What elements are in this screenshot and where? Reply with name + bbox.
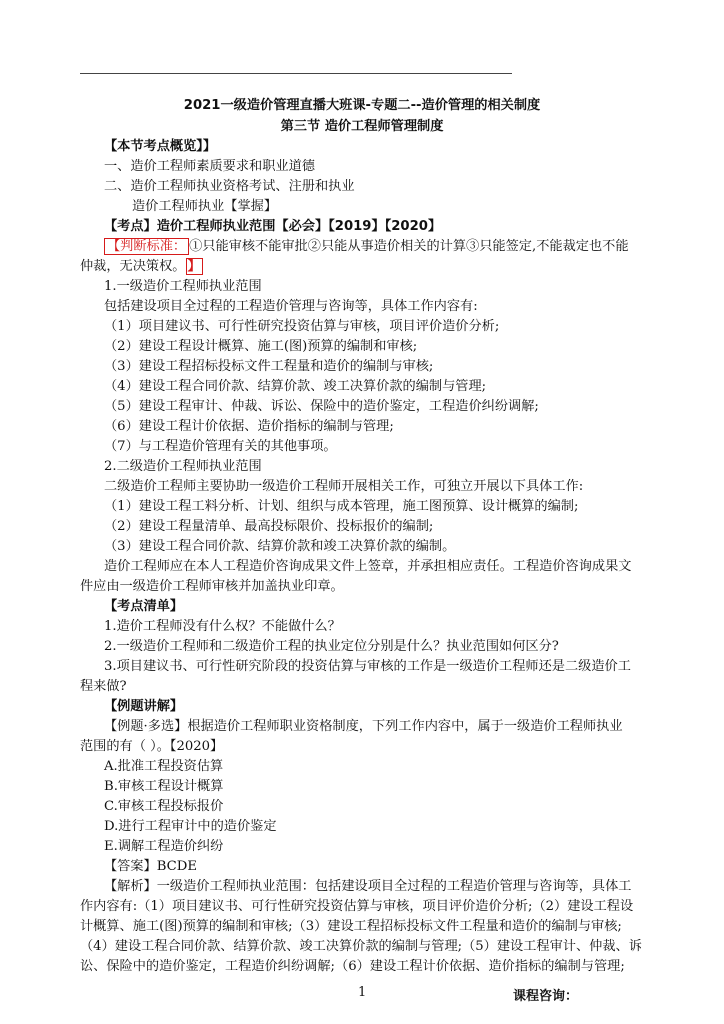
criteria-line-2 [80, 258, 203, 276]
example-analysis: 【解析】一级造价工程师执业范围：包括建设项目全过程的工程造价管理与咨询等，具体工 [104, 879, 632, 894]
checklist-heading: 【考点清单】 [104, 599, 184, 614]
checklist-question: 1.造价工程师没有什么权？不能做什么？ [104, 619, 341, 634]
criteria-text-2: 仲裁，无决策权。 [80, 259, 186, 274]
level1-item: （6）建设工程计价依据、造价指标的编制与管理; [104, 419, 394, 434]
criteria-label: 【判断标准： [104, 238, 189, 255]
level2-intro: 二级造价工程师主要协助一级造价工程师开展相关工作，可独立开展以下具体工作: [104, 479, 584, 494]
example-stem-cont: 范围的有（ ）。【2020】 [80, 739, 224, 754]
example-analysis: 讼、保险中的造价鉴定，工程造价纠纷调解;（6）建设工程计价依据、造价指标的编制与管理; [80, 959, 625, 974]
checklist-question: 3.项目建议书、可行性研究阶段的投资估算与审核的工作是一级造价工程师还是二级造价工 [104, 659, 631, 674]
example-analysis: 作内容有:（1）项目建议书、可行性研究投资估算与审核，项目评价造价分析;（2）建设工程设 [80, 899, 634, 914]
example-answer: 【答案】BCDE [104, 859, 197, 874]
checklist-question-cont: 程来做? [80, 679, 127, 694]
level1-item: （5）建设工程审计、仲裁、诉讼、保险中的造价鉴定，工程造价纠纷调解; [104, 399, 539, 414]
level2-title: 2.二级造价工程师执业范围 [104, 459, 262, 474]
example-option: A.批准工程投资估算 [104, 759, 224, 774]
level1-item: （1）项目建议书、可行性研究投资估算与审核，项目评价造价分析; [104, 319, 500, 334]
example-stem: 【例题·多选】根据造价工程师职业资格制度，下列工作内容中，属于一级造价工程师执业 [104, 719, 623, 734]
kaodian-heading: 【考点】造价工程师执业范围【必会】【2019】【2020】 [104, 219, 442, 234]
example-option: E.调解工程造价纠纷 [104, 839, 224, 854]
example-option: C.审核工程投标报价 [104, 799, 224, 814]
level2-note-cont: 件应由一级造价工程师审核并加盖执业印章。 [80, 579, 344, 594]
level2-item: （1）建设工程工料分析、计划、组织与成本管理，施工图预算、设计概算的编制; [104, 499, 579, 514]
overview-item-2: 二、造价工程师执业资格考试、注册和执业 [104, 179, 355, 194]
overview-item-3: 造价工程师执业【掌握】 [132, 199, 278, 214]
level1-intro: 包括建设项目全过程的工程造价管理与咨询等，具体工作内容有: [104, 299, 478, 314]
example-analysis: （4）建设工程合同价款、结算价款、竣工决算价款的编制与管理;（5）建设工程审计、仲裁、诉 [80, 939, 642, 954]
course-consult: 课程咨询： [513, 989, 579, 1004]
level1-item: （4）建设工程合同价款、结算价款、竣工决算价款的编制与管理; [104, 379, 487, 394]
level1-item: （3）建设工程招标投标文件工程量和造价的编制与审核; [104, 359, 434, 374]
criteria-line [104, 238, 629, 256]
example-option: B.审核工程设计概算 [104, 779, 224, 794]
document-title: 2021一级造价管理直播大班课-专题二--造价管理的相关制度 [183, 98, 541, 113]
level2-note: 造价工程师应在本人工程造价咨询成果文件上签章，并承担相应责任。工程造价咨询成果文 [104, 559, 632, 574]
example-analysis: 计概算、施工(图)预算的编制和审核;（3）建设工程招标投标文件工程量和造价的编制与审核; [80, 919, 622, 934]
overview-item-1: 一、造价工程师素质要求和职业道德 [104, 159, 315, 174]
level1-item: （7）与工程造价管理有关的其他事项。 [104, 439, 337, 454]
header-rule [80, 73, 512, 74]
level2-item: （2）建设工程量清单、最高投标限价、投标报价的编制; [104, 519, 434, 534]
page-number: 1 [358, 985, 367, 1000]
criteria-text: ①只能审核不能审批②只能从事造价相关的计算③只能签定,不能裁定也不能 [189, 239, 629, 254]
level1-title: 1.一级造价工程师执业范围 [104, 279, 262, 294]
level1-item: （2）建设工程设计概算、施工(图)预算的编制和审核; [104, 339, 418, 354]
example-heading: 【例题讲解】 [104, 699, 184, 714]
example-option: D.进行工程审计中的造价鉴定 [104, 819, 277, 834]
criteria-close: 】 [187, 259, 201, 274]
section-title: 第三节 造价工程师管理制度 [280, 119, 444, 134]
checklist-question: 2.一级造价工程师和二级造价工程的执业定位分别是什么？执业范围如何区分? [104, 639, 559, 654]
level2-item: （3）建设工程合同价款、结算价款和竣工决算价款的编制。 [104, 539, 456, 554]
overview-heading: 【本节考点概览】】 [104, 139, 217, 154]
